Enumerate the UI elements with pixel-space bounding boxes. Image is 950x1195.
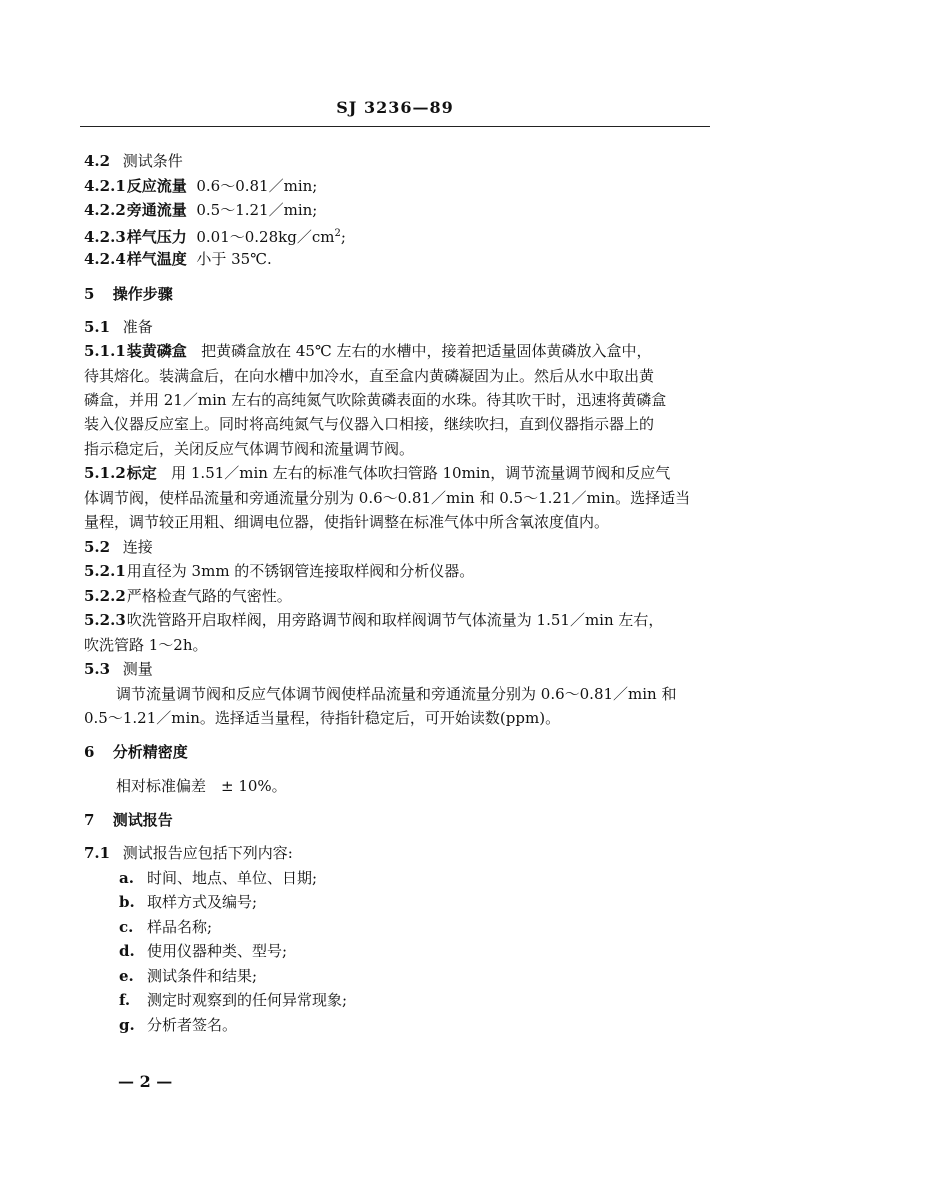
paragraph-line: 严格检查气路的气密性。	[126, 587, 292, 605]
section-number: 7.1	[84, 844, 111, 862]
section-7	[84, 811, 173, 829]
term-label: 反应流量	[126, 177, 187, 195]
section-4-2-4	[84, 250, 272, 268]
section-number: 4.2	[84, 152, 111, 170]
paragraph-line: 指示稳定后，关闭反应气体调节阀和流量调节阀。	[84, 440, 415, 458]
list-item-text: 分析者签名。	[147, 1016, 238, 1034]
section-number: 5.2.2	[84, 587, 126, 605]
value-text: 0.5～1.21／min;	[196, 201, 318, 219]
section-number: 4.2.2	[84, 201, 126, 219]
section-number: 6	[84, 743, 95, 761]
value-text: 小于 35℃.	[196, 250, 272, 268]
term-label: 装黄磷盒	[126, 342, 187, 360]
section-title: 连接	[122, 538, 153, 556]
section-5-2-1	[84, 562, 474, 580]
section-number: 5.1.2	[84, 464, 126, 482]
section-title: 分析精密度	[112, 743, 188, 761]
value-text: 0.6～0.81／min;	[196, 177, 318, 195]
list-item	[119, 942, 287, 960]
paragraph-line: 调节流量调节阀和反应气体调节阀使样品流量和旁通流量分别为 0.6～0.81／min 和	[116, 685, 677, 703]
section-5-1-2	[84, 464, 670, 482]
paragraph-line: 0.5～1.21／min。选择适当量程，待指针稳定后，可开始读数(ppm)。	[84, 709, 561, 727]
paragraph-line: 磷盒，并用 21／min 左右的高纯氮气吹除黄磷表面的水珠。待其吹干时，迅速将黄磷盒	[84, 391, 667, 409]
paragraph-line: 吹洗管路开启取样阀，用旁路调节阀和取样阀调节气体流量为 1.51／min 左右，	[126, 611, 664, 629]
list-marker: a.	[119, 869, 134, 887]
section-number: 5.2.3	[84, 611, 126, 629]
section-number: 4.2.1	[84, 177, 126, 195]
section-5-2-2	[84, 587, 292, 605]
list-marker: g.	[119, 1016, 135, 1034]
list-marker: d.	[119, 942, 135, 960]
paragraph-line: 吹洗管路 1～2h。	[84, 636, 208, 654]
section-number: 5.2	[84, 538, 111, 556]
list-item-text: 使用仪器种类、型号;	[147, 942, 288, 960]
section-title: 操作步骤	[112, 285, 173, 303]
list-item	[119, 991, 347, 1009]
list-item-text: 样品名称;	[147, 918, 213, 936]
section-5-3	[84, 660, 153, 678]
list-marker: e.	[119, 967, 134, 985]
section-4-2	[84, 152, 183, 170]
section-6	[84, 743, 188, 761]
page-number: — 2 —	[118, 1072, 173, 1091]
section-number: 4.2.3	[84, 228, 126, 246]
value-text-end: ;	[340, 228, 346, 246]
section-number: 5.1	[84, 318, 111, 336]
paragraph-line: 待其熔化。装满盒后，在向水槽中加冷水，直至盒内黄磷凝固为止。然后从水中取出黄	[84, 367, 655, 385]
value-text: 0.01～0.28kg／cm	[196, 228, 335, 246]
list-item	[119, 967, 257, 985]
paragraph-line: 相对标准偏差 ± 10%。	[116, 777, 287, 795]
section-number: 5	[84, 285, 95, 303]
section-5-2-3	[84, 611, 663, 629]
paragraph-line: 用直径为 3mm 的不锈钢管连接取样阀和分析仪器。	[126, 562, 475, 580]
section-title: 准备	[122, 318, 153, 336]
paragraph-line: 体调节阀，使样品流量和旁通流量分别为 0.6～0.81／min 和 0.5～1.21／min。选择适当	[84, 489, 691, 507]
header-rule	[80, 126, 710, 127]
list-item	[119, 869, 317, 887]
section-5-1-1	[84, 342, 652, 360]
list-item-text: 测试条件和结果;	[147, 967, 258, 985]
section-title: 测试报告	[112, 811, 173, 829]
paragraph-line: 用 1.51／min 左右的标准气体吹扫管路 10min，调节流量调节阀和反应气	[171, 464, 671, 482]
term-label: 样气压力	[126, 228, 187, 246]
term-label: 旁通流量	[126, 201, 187, 219]
section-title: 测试报告应包括下列内容:	[122, 844, 293, 862]
section-4-2-2	[84, 201, 317, 219]
list-marker: f.	[119, 991, 131, 1009]
section-5	[84, 285, 173, 303]
section-title: 测量	[122, 660, 153, 678]
section-number: 5.2.1	[84, 562, 126, 580]
standard-code-header: SJ 3236—89	[336, 98, 454, 117]
section-7-1	[84, 844, 293, 862]
list-item-text: 取样方式及编号;	[147, 893, 258, 911]
section-4-2-1	[84, 177, 317, 195]
section-number: 4.2.4	[84, 250, 126, 268]
paragraph-line: 装入仪器反应室上。同时将高纯氮气与仪器入口相接，继续吹扫，直到仪器指示器上的	[84, 415, 655, 433]
paragraph-line: 量程，调节较正用粗、细调电位器，使指针调整在标准气体中所含氧浓度值内。	[84, 513, 610, 531]
list-marker: c.	[119, 918, 134, 936]
term-label: 样气温度	[126, 250, 187, 268]
section-4-2-3	[84, 225, 346, 246]
list-item	[119, 893, 257, 911]
section-number: 5.1.1	[84, 342, 126, 360]
list-item-text: 测定时观察到的任何异常现象;	[147, 991, 348, 1009]
list-item	[119, 918, 212, 936]
term-label: 标定	[126, 464, 157, 482]
superscript: 2	[334, 228, 341, 239]
paragraph-line: 把黄磷盒放在 45℃ 左右的水槽中，接着把适量固体黄磷放入盒中，	[201, 342, 652, 360]
section-number: 7	[84, 811, 95, 829]
section-5-1	[84, 318, 153, 336]
section-number: 5.3	[84, 660, 111, 678]
section-5-2	[84, 538, 153, 556]
list-item	[119, 1016, 237, 1034]
list-item-text: 时间、地点、单位、日期;	[147, 869, 318, 887]
list-marker: b.	[119, 893, 135, 911]
section-title: 测试条件	[122, 152, 183, 170]
